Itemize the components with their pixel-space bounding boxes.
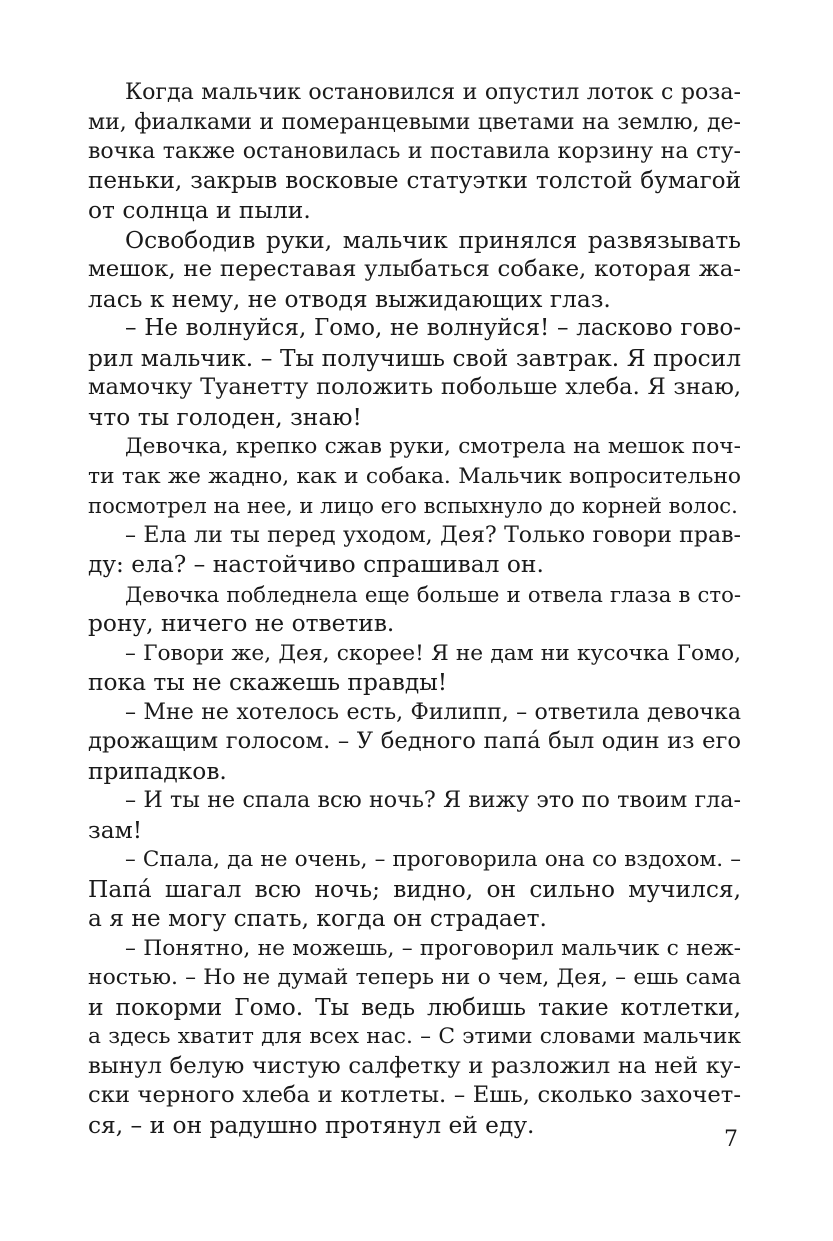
text-line: ностью. – Но не думай теперь ни о чем, Дея, – ешь сама xyxy=(88,965,741,990)
text-line: Папа́ шагал всю ночь; видно, он сильно мучился, xyxy=(88,875,741,903)
text-line: пеньки, закрыв восковые статуэтки толстой бумагой xyxy=(88,167,741,194)
text-line: рил мальчик. – Ты получишь свой завтрак. Я просил xyxy=(88,344,741,372)
text-line: – Спала, да не очень, – проговорила она со вздохом. – xyxy=(125,847,741,872)
text-line: зам! xyxy=(88,816,143,844)
text-line: рону, ничего не ответив. xyxy=(88,610,395,637)
page-number: 7 xyxy=(724,1127,738,1152)
text-line: вынул белую чистую салфетку и разложил на ней ку- xyxy=(88,1052,741,1079)
text-line: пока ты не скажешь правды! xyxy=(88,669,448,696)
text-line: ду: ела? – настойчиво спрашивал он. xyxy=(88,551,544,578)
text-line: дрожащим голосом. – У бедного папа́ был один из его xyxy=(88,728,741,754)
text-line: припадков. xyxy=(88,757,227,785)
text-line: что ты голоден, знаю! xyxy=(88,403,362,431)
text-line: Девочка побледнела еще больше и отвела глаза в сто- xyxy=(125,581,741,607)
text-line: а я не могу спать, когда он страдает. xyxy=(88,905,547,932)
text-line: – И ты не спала всю ночь? Я вижу это по твоим гла- xyxy=(125,787,741,813)
text-line: – Говори же, Дея, скорее! Я не дам ни кусочка Гомо, xyxy=(125,640,741,666)
text-line: Когда мальчик остановился и опустил лоток с роза- xyxy=(125,79,741,105)
text-line: а здесь хватит для всех нас. – С этими словами мальчик xyxy=(88,1024,741,1049)
text-line: ся, – и он радушно протянул ей еду. xyxy=(88,1111,535,1139)
text-line: и покорми Гомо. Ты ведь любишь такие котлетки, xyxy=(88,993,741,1021)
text-line: ски черного хлеба и котлеты. – Ешь, сколько захочет- xyxy=(88,1082,741,1108)
page-body-text xyxy=(88,78,741,1140)
text-line: посмотрел на нее, и лицо его вспыхнуло до корней волос. xyxy=(88,493,738,518)
text-line: Освободив руки, мальчик принялся развязывать xyxy=(125,226,741,254)
text-line: вочка также остановилась и поставила корзину на сту- xyxy=(88,139,741,164)
text-line: мешок, не переставая улыбаться собаке, которая жа- xyxy=(88,256,741,282)
text-line: – Не волнуйся, Гомо, не волнуйся! – ласково гово- xyxy=(125,315,741,341)
text-line: – Понятно, не можешь, – проговорил мальчик с неж- xyxy=(125,935,741,961)
text-line: Девочка, крепко сжав руки, смотрела на мешок поч- xyxy=(125,434,741,459)
text-line: от солнца и пыли. xyxy=(88,197,311,224)
text-line: – Мне не хотелось есть, Филипп, – ответила девочка xyxy=(125,699,741,725)
text-line: ти так же жадно, как и собака. Мальчик вопросительно xyxy=(88,463,741,489)
text-line: – Ела ли ты перед уходом, Дея? Только говори прав- xyxy=(125,522,741,548)
text-line: ми, фиалками и померанцевыми цветами на землю, де- xyxy=(88,109,741,135)
text-line: мамочку Туанетту положить побольше хлеба. Я знаю, xyxy=(88,374,741,400)
text-line: лась к нему, не отводя выжидающих глаз. xyxy=(88,285,611,313)
